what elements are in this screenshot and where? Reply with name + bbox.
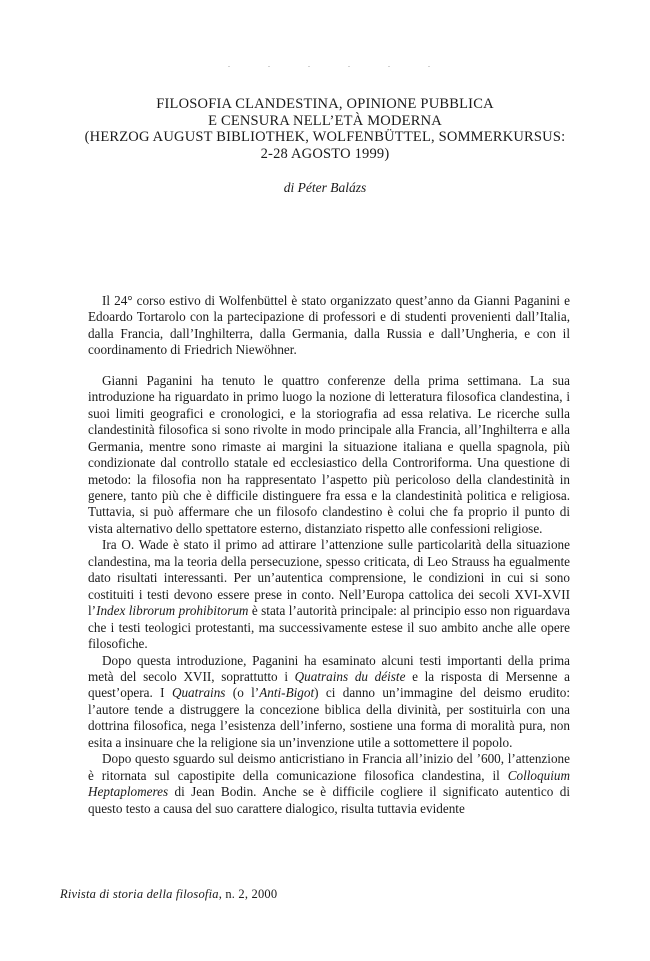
italic-title: Anti-Bigot: [259, 685, 315, 701]
italic-title: Quatrains: [171, 685, 226, 701]
text-run: Dopo questa introduzione, Paganini ha esaminato alcuni testi importanti della prima metà del secolo XVII, soprattutto i: [88, 652, 570, 684]
paragraph: [88, 373, 570, 538]
text-run: Gianni Paganini ha tenuto le quattro conferenze della prima settimana. La sua introduzione ha riguardato in primo luogo la nozione di letteratura filosofica clandestina, i suoi limiti geografici e cronologici, e la storiografia ad essa relativa. Le ricerche sulla clandestinità filosofica si sono rivolte in modo principale alla Francia, all’Inghilterra e alla Germania, mentre sono rimaste ai margini la situazione italiana e quella spagnola, più condizionate dal controllo statale ed ecclesiastico della Controriforma. Una questione di metodo: la filosofia non ha rappresentato l’aspetto più pericoloso della clandestinità in genere, tanto più che è difficile distinguere fra essa e la clandestinità politica e religiosa. Tuttavia, si può affermare che un filosofo clandestino è colui che fa proprio il punto di vista alternativo dello spettatore esterno, distanziato rispetto alle confessioni religiose.: [88, 372, 570, 536]
article-body: [88, 293, 570, 817]
text-run: (o l’: [225, 685, 260, 701]
italic-title: Colloquium Heptaplomeres: [88, 767, 570, 800]
paragraph: [88, 751, 570, 817]
title-line: 2-28 AGOSTO 1999): [260, 145, 390, 162]
paragraph: [88, 653, 570, 752]
paragraph: [88, 293, 570, 359]
text-run: è stata l’autorità principale: al principio esso non riguardava che i testi teologici protestanti, ma successivamente estese il suo ambito anche alle opere filosofiche.: [88, 603, 570, 652]
text-run: Il 24° corso estivo di Wolfenbüttel è stato organizzato quest’anno da Gianni Paganini e Edoardo Tortarolo con la partecipazione di professori e di studenti provenienti dall’Italia, dalla Francia, dall’Inghilterra, dalla Germania, dalla Russia e dall’Ungheria, e con il coordinamento di Friedrich Niewöhner.: [88, 293, 570, 358]
text-run: ) ci danno un’immagine del deismo erudito: l’autore tende a distruggere la concezione biblica della divinità, per sostituirla con una dottrina filosofica, nega l’esistenza dell’inferno, sostiene una forma di moralità pura, non esita a insinuare che la religione sia un’invenzione utile a sottomettere il popolo.: [88, 685, 570, 750]
text-run: e la risposta di Mersenne a quest’opera. I: [88, 668, 570, 701]
title-line: (HERZOG AUGUST BIBLIOTHEK, WOLFENBÜTTEL, SOMMERKURSUS:: [84, 129, 566, 145]
title-line: E CENSURA NELL’ETÀ MODERNA: [208, 112, 442, 129]
text-run: di Jean Bodin. Anche se è difficile cogliere il significato autentico di questo testo a causa del suo carattere dialogico, risulta tuttavia evidente: [88, 784, 570, 816]
text-run: Ira O. Wade è stato il primo ad attirare l’attenzione sulle particolarità della situazione clandestina, ma la teoria della persecuzione, spesso criticata, di Leo Strauss ha egualmente dato risultati interessanti. Per un’autentica comprensione, le condizioni in cui si sono costituiti i testi devono essere prese in conto. Nell’Europa cattolica dei secoli XVI-XVII l’: [88, 537, 570, 619]
journal-footer: [60, 887, 277, 902]
italic-title: Quatrains du déiste: [294, 668, 406, 684]
article-author: di Péter Balázs: [283, 180, 367, 195]
scan-specks: . . . . . .: [228, 60, 448, 69]
italic-title: Index librorum prohibitorum: [96, 603, 249, 619]
journal-issue: , n. 2, 2000: [218, 887, 278, 901]
title-line: FILOSOFIA CLANDESTINA, OPINIONE PUBBLICA: [156, 96, 494, 112]
paragraph: [88, 537, 570, 652]
journal-name: Rivista di storia della filosofia: [60, 887, 219, 901]
article-title: [40, 96, 610, 162]
text-run: Dopo questo sguardo sul deismo anticristiano in Francia all’inizio del ’600, l’attenzione è ritornata sul capostipite della comunicazione filosofica clandestina, il: [88, 751, 570, 783]
